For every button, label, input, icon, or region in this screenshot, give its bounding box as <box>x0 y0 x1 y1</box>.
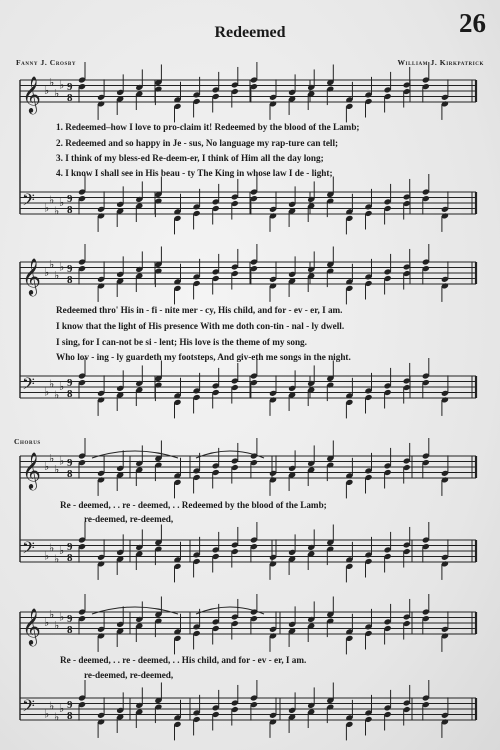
flat-icon: ♭ <box>44 201 50 215</box>
treble-clef-icon: 𝄞 <box>22 75 41 113</box>
flat-icon: ♭ <box>54 388 60 402</box>
time-signature: 9 <box>67 263 73 275</box>
hymn-number: 26 <box>459 8 486 38</box>
treble-clef-icon: 𝄞 <box>22 257 41 295</box>
time-signature: 9 <box>67 377 73 389</box>
flat-icon: ♭ <box>49 699 55 713</box>
flat-icon: ♭ <box>54 618 60 632</box>
lyric-line: Who lov - ing - ly guardeth my footsteps, And giv-eth me songs in the night. <box>56 352 351 362</box>
time-signature: 8 <box>67 710 73 722</box>
flat-icon: ♭ <box>49 75 55 89</box>
time-signature: 9 <box>67 457 73 469</box>
flat-icon: ♭ <box>54 552 60 566</box>
flat-icon: ♭ <box>59 544 65 557</box>
time-signature: 8 <box>67 274 73 286</box>
chorus-label: Chorus <box>14 437 41 446</box>
time-signature: 8 <box>67 468 73 480</box>
lyric-line: Redeemed thro' His in - fi - nite mer - cy, His child, and for - ev - er, I am. <box>56 305 343 315</box>
hymn-title: Redeemed <box>214 24 286 41</box>
time-signature: 8 <box>67 204 73 216</box>
flat-icon: ♭ <box>54 462 60 476</box>
flat-icon: ♭ <box>49 451 55 465</box>
bass-clef-icon: 𝄢 <box>22 537 35 562</box>
time-signature: 9 <box>67 699 73 711</box>
flat-icon: ♭ <box>54 204 60 218</box>
flat-icon: ♭ <box>49 257 55 271</box>
flat-icon: ♭ <box>54 86 60 100</box>
time-signature: 9 <box>67 193 73 205</box>
flat-icon: ♭ <box>49 377 55 391</box>
lyric-line: 4. I know I shall see in His beau - ty The King in whose law I de - light; <box>56 168 333 178</box>
lyric-line: Re - deemed, . . re - deemed, . . His child, and for - ev - er, I am. <box>60 655 307 665</box>
treble-clef-icon: 𝄞 <box>22 451 41 489</box>
treble-clef-icon: 𝄞 <box>22 607 41 645</box>
time-signature: 9 <box>67 541 73 553</box>
composer-credit: William J. Kirkpatrick <box>397 58 484 67</box>
lyric-line: 3. I think of my bless-ed Re-deem-er, I think of Him all the day long; <box>56 153 324 163</box>
flat-icon: ♭ <box>44 266 50 279</box>
flat-icon: ♭ <box>59 196 65 209</box>
flat-icon: ♭ <box>49 193 55 207</box>
flat-icon: ♭ <box>44 84 50 97</box>
time-signature: 8 <box>67 552 73 564</box>
slur <box>92 451 178 458</box>
flat-icon: ♭ <box>59 702 65 715</box>
slur <box>92 607 178 614</box>
flat-icon: ♭ <box>44 460 50 473</box>
lyric-line: 1. Redeemed–how I love to pro-claim it! Redeemed by the blood of the Lamb; <box>56 122 360 132</box>
flat-icon: ♭ <box>44 616 50 629</box>
bass-clef-icon: 𝄢 <box>22 695 35 720</box>
lyric-line: I sing, for I can-not be si - lent; His love is the theme of my song. <box>56 337 307 347</box>
flat-icon: ♭ <box>44 549 50 563</box>
flat-icon: ♭ <box>59 454 65 468</box>
flat-icon: ♭ <box>59 78 65 92</box>
lyric-line: re-deemed, re-deemed, <box>84 514 174 524</box>
lyric-line: re-deemed, re-deemed, <box>84 670 174 680</box>
flat-icon: ♭ <box>49 607 55 621</box>
time-signature: 9 <box>67 613 73 625</box>
flat-icon: ♭ <box>59 380 65 393</box>
time-signature: 8 <box>67 624 73 636</box>
flat-icon: ♭ <box>54 710 60 724</box>
bass-clef-icon: 𝄢 <box>22 373 35 398</box>
time-signature: 8 <box>67 388 73 400</box>
flat-icon: ♭ <box>59 260 65 274</box>
flat-icon: ♭ <box>49 541 55 555</box>
flat-icon: ♭ <box>44 707 50 721</box>
author-credit: Fanny J. Crosby <box>16 58 77 67</box>
time-signature: 8 <box>67 92 73 104</box>
bass-clef-icon: 𝄢 <box>22 189 35 214</box>
flat-icon: ♭ <box>54 268 60 282</box>
lyric-line: Re - deemed, . . re - deemed, . . Redeemed by the blood of the Lamb; <box>60 500 327 510</box>
lyric-line: I know that the light of His presence With me doth con-tin - nal - ly dwell. <box>56 321 345 331</box>
flat-icon: ♭ <box>44 385 50 399</box>
flat-icon: ♭ <box>59 610 65 624</box>
lyric-line: 2. Redeemed and so happy in Je - sus, No language my rap-ture can tell; <box>56 138 339 148</box>
time-signature: 9 <box>67 81 73 93</box>
